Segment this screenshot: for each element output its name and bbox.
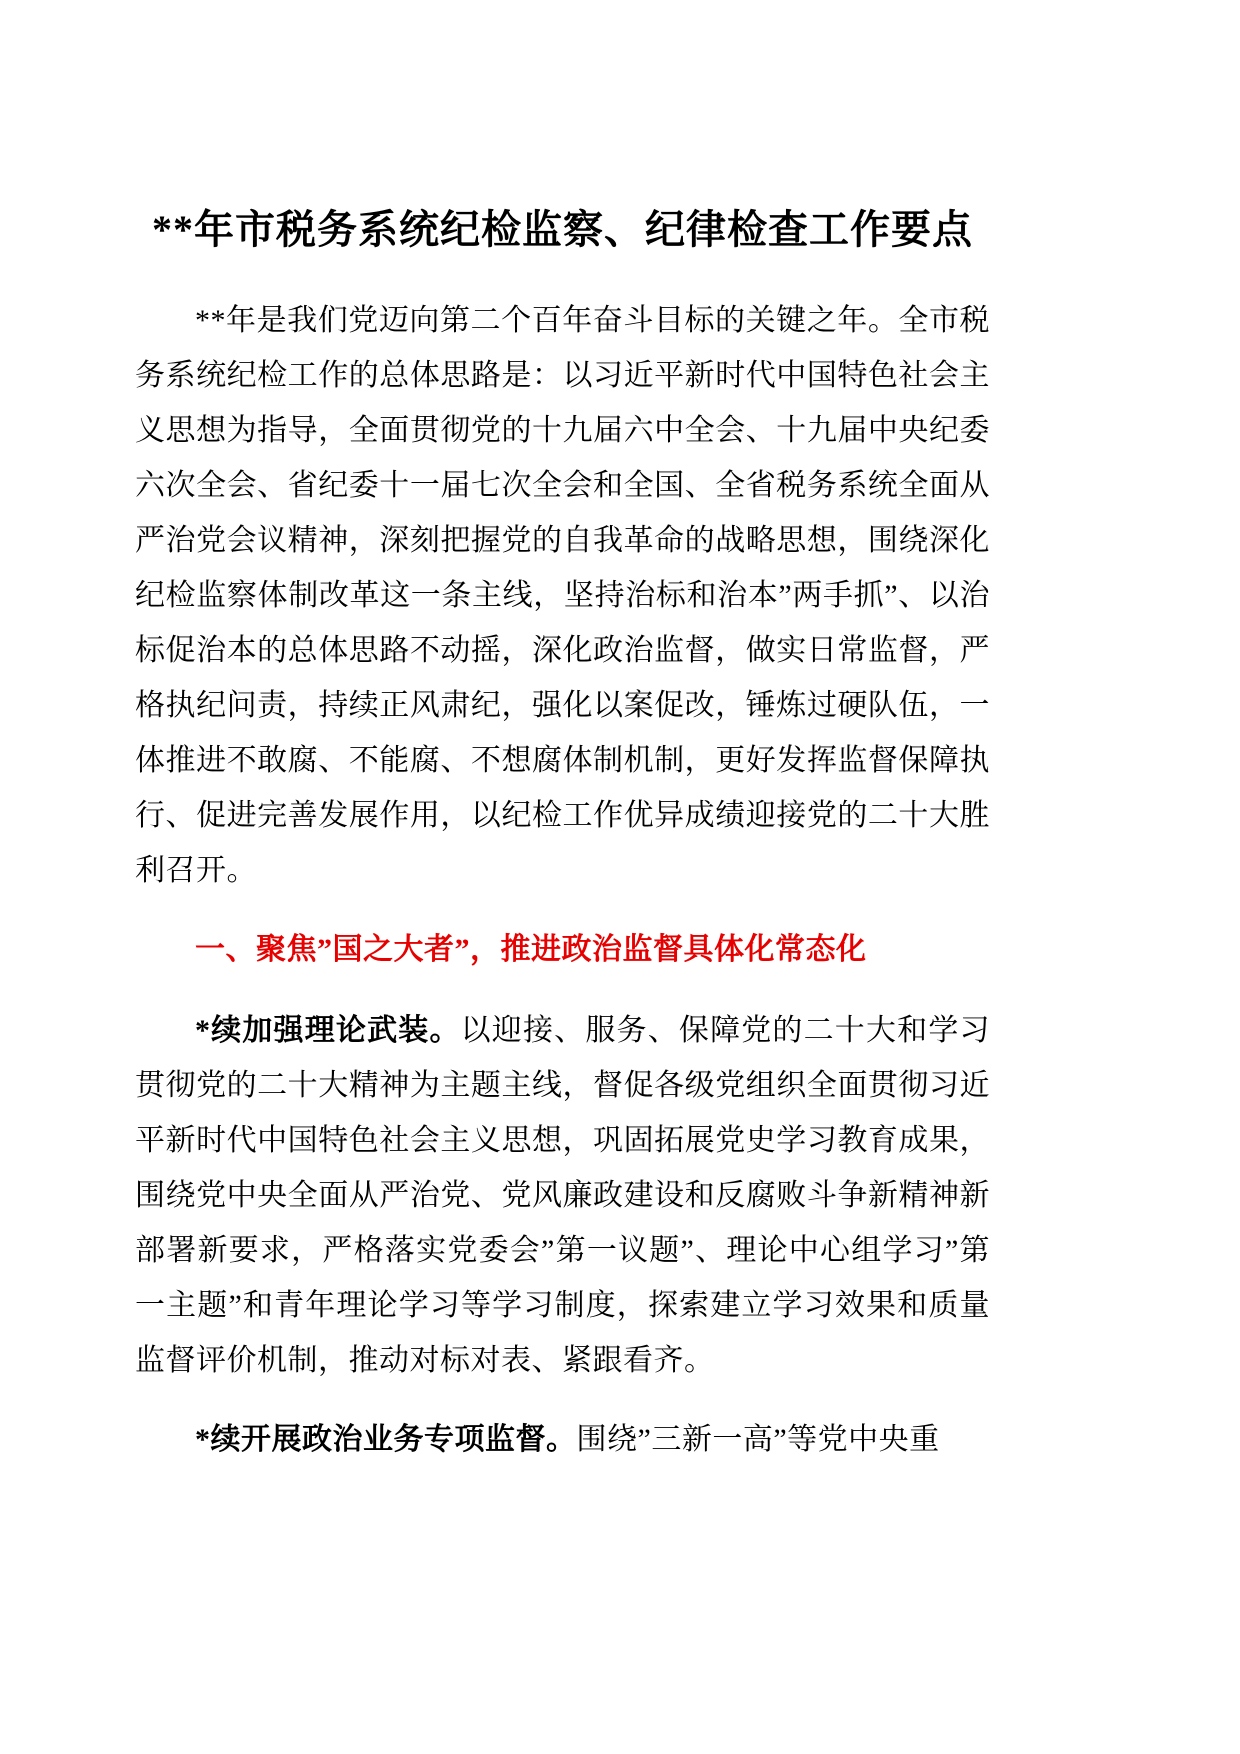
paragraph-theory-arming-text: 以迎接、服务、保障党的二十大和学习贯彻党的二十大精神为主题主线，督促各级党组织全面贯彻习近平新时代中国特色社会主义思想，巩固拓展党史学习教育成果，围绕党中央全面从严治党、党风廉政建设和反腐败斗争新精神新部署新要求，严格落实党委会”第一议题”、理论中心组学习”第一主题”和青年理论学习等学习制度，探索建立学习效果和质量监督评价机制，推动对标对表、紧跟看齐。 <box>135 1014 991 1377</box>
section-heading-1: 一、聚焦”国之大者”，推进政治监督具体化常态化 <box>195 933 867 966</box>
paragraph-special-supervision-lead: *续开展政治业务专项监督。 <box>195 1423 577 1456</box>
document-title: **年市税务系统纪检监察、纪律检查工作要点 <box>152 207 973 252</box>
paragraph-theory-arming-lead: *续加强理论武装。 <box>195 1014 461 1047</box>
paragraph-theory-arming <box>135 1003 990 1388</box>
paragraph-intro-text: **年是我们党迈向第二个百年奋斗目标的关键之年。全市税务系统纪检工作的总体思路是：以习近平新时代中国特色社会主义思想为指导，全面贯彻党的十九届六中全会、十九届中央纪委六次全会、省纪委十一届七次全会和全国、全省税务系统全面从严治党会议精神，深刻把握党的自我革命的战略思想，围绕深化纪检监察体制改革这一条主线，坚持治标和治本”两手抓”、以治标促治本的总体思路不动摇，深化政治监督，做实日常监督，严格执纪问责，持续正风肃纪，强化以案促改，锤炼过硬队伍，一体推进不敢腐、不能腐、不想腐体制机制，更好发挥监督保障执行、促进完善发展作用，以纪检工作优异成绩迎接党的二十大胜利召开。 <box>135 304 990 887</box>
paragraph-special-supervision <box>135 1412 990 1467</box>
paragraph-intro <box>135 293 990 898</box>
paragraph-special-supervision-text: 围绕”三新一高”等党中央重 <box>576 1423 940 1456</box>
